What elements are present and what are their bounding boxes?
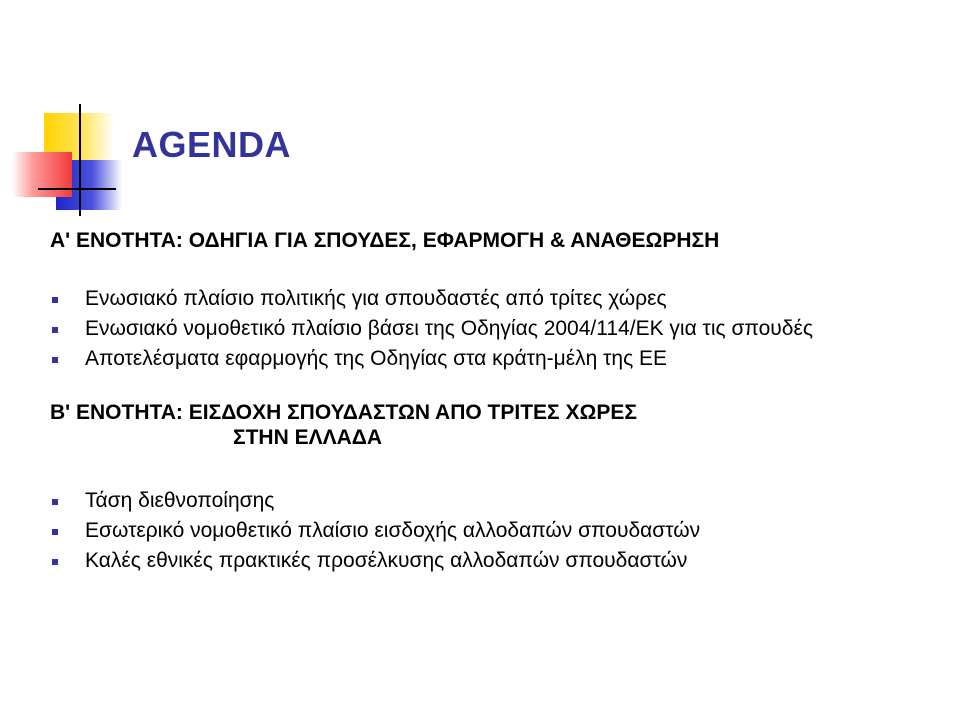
bullet-square-icon	[52, 529, 58, 535]
bullet-square-icon	[52, 327, 58, 333]
list-item	[50, 490, 930, 512]
slide-content	[50, 228, 930, 580]
list-item	[50, 318, 930, 340]
logo-vertical-line	[79, 104, 81, 216]
list-item	[50, 520, 930, 542]
bullet-text: Καλές εθνικές πρακτικές προσέλκυσης αλλοδαπών σπουδαστών	[85, 549, 688, 572]
list-item	[50, 288, 930, 310]
slide-title: AGENDA	[132, 124, 292, 165]
bullet-text: Αποτελέσματα εφαρμογής της Οδηγίας στα κράτη-μέλη της ΕΕ	[85, 347, 668, 370]
list-item	[50, 348, 930, 370]
section-b-heading	[50, 400, 930, 450]
bullet-square-icon	[52, 297, 58, 303]
bullet-text: Τάση διεθνοποίησης	[85, 489, 275, 512]
bullet-text: Ενωσιακό νομοθετικό πλαίσιο βάσει της Οδηγίας 2004/114/ΕΚ για τις σπουδές	[85, 317, 813, 340]
bullet-text: Ενωσιακό πλαίσιο πολιτικής για σπουδαστές από τρίτες χώρες	[85, 287, 667, 310]
section-a-heading: Α' ΕΝΟΤΗΤΑ: ΟΔΗΓΙΑ ΓΙΑ ΣΠΟΥΔΕΣ, ΕΦΑΡΜΟΓΗ & ΑΝΑΘΕΩΡΗΣΗ	[50, 229, 720, 252]
section-b-heading-line1: Β' ΕΝΟΤΗΤΑ: ΕΙΣΔΟΧΗ ΣΠΟΥΔΑΣΤΩΝ ΑΠΟ ΤΡΙΤΕΣ ΧΩΡΕΣ	[50, 401, 637, 424]
logo-red-block	[12, 152, 72, 197]
bullet-square-icon	[52, 559, 58, 565]
section-a-bullets	[50, 288, 930, 370]
logo-horizontal-line	[38, 188, 116, 190]
section-b-heading-line2: ΣΤΗΝ ΕΛΛΑΔΑ	[233, 426, 383, 449]
list-item	[50, 550, 930, 572]
bullet-text: Εσωτερικό νομοθετικό πλαίσιο εισδοχής αλλοδαπών σπουδαστών	[85, 519, 701, 542]
logo-decoration	[0, 0, 140, 220]
bullet-square-icon	[52, 499, 58, 505]
section-b-bullets	[50, 490, 930, 572]
bullet-square-icon	[52, 357, 58, 363]
